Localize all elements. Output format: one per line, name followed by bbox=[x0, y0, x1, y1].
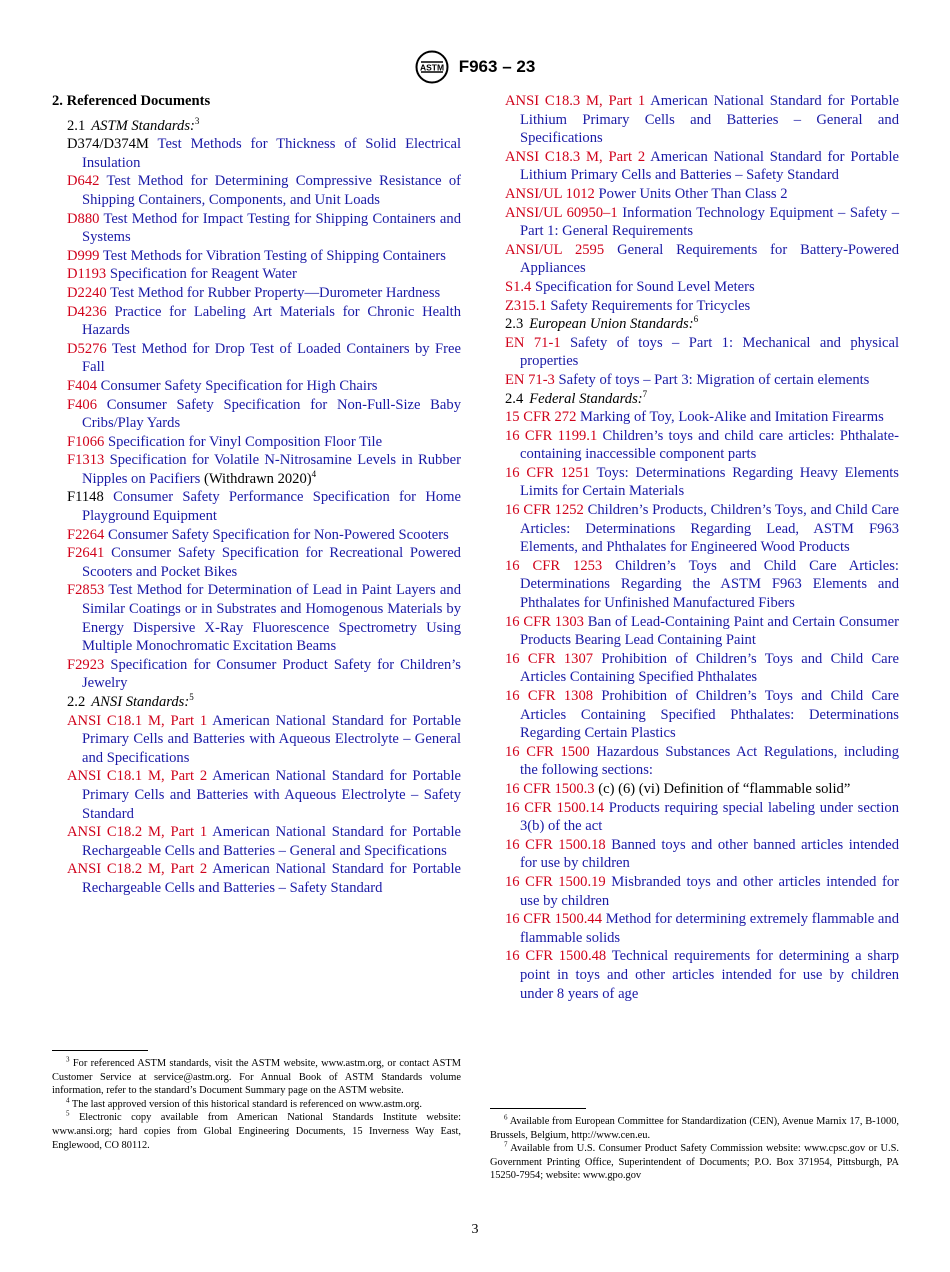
reference-title[interactable]: Marking of Toy, Look-Alike and Imitation Firearms bbox=[580, 409, 884, 426]
subsection-label: ANSI Standards: bbox=[91, 694, 190, 710]
reference-entry bbox=[505, 799, 899, 836]
reference-entry bbox=[505, 241, 899, 278]
reference-code[interactable]: 16 CFR 1500.48 bbox=[505, 948, 607, 965]
reference-title[interactable]: Test Method for Drop Test of Loaded Containers by Free Fall bbox=[82, 340, 461, 376]
footnote bbox=[490, 1115, 899, 1142]
reference-code[interactable]: D999 bbox=[67, 247, 100, 264]
reference-entry bbox=[67, 581, 461, 655]
reference-entry bbox=[505, 334, 899, 371]
reference-title[interactable]: Information Technology Equipment – Safety – Part 1: General Requirements bbox=[520, 204, 900, 240]
subsection-number: 2.2 bbox=[67, 694, 86, 710]
footnote-ref: 7 bbox=[642, 388, 648, 399]
reference-code[interactable]: 16 CFR 1500.19 bbox=[505, 873, 606, 890]
reference-code[interactable]: ANSI/UL 60950–1 bbox=[505, 204, 618, 221]
reference-title[interactable]: American National Standard for Portable Lithium Primary Cells and Batteries – General and Specifications bbox=[520, 93, 900, 147]
reference-entry bbox=[505, 92, 899, 148]
reference-code[interactable]: 16 CFR 1199.1 bbox=[505, 427, 598, 444]
standard-designation: F963 – 23 bbox=[458, 57, 536, 76]
reference-code[interactable]: 16 CFR 1252 bbox=[505, 502, 584, 519]
reference-code[interactable]: S1.4 bbox=[505, 278, 532, 295]
reference-title[interactable]: Consumer Safety Specification for Non-Full-Size Baby Cribs/Play Yards bbox=[82, 396, 461, 432]
reference-entry bbox=[67, 377, 461, 396]
footnote bbox=[490, 1142, 899, 1183]
footnote-ref: 5 bbox=[189, 692, 194, 703]
reference-entry bbox=[505, 371, 899, 390]
reference-title[interactable]: Banned toys and other banned articles intended for use by children bbox=[520, 836, 899, 872]
reference-title[interactable]: Test Method for Rubber Property—Durometer Hardness bbox=[110, 284, 441, 301]
reference-entry bbox=[505, 873, 899, 910]
reference-entry bbox=[505, 501, 899, 557]
reference-entry bbox=[67, 712, 461, 768]
reference-note: (Withdrawn 2020) bbox=[200, 470, 312, 487]
reference-entry bbox=[67, 526, 461, 545]
reference-title[interactable]: Specification for Reagent Water bbox=[109, 266, 297, 283]
reference-code[interactable]: F404 bbox=[67, 377, 98, 394]
footnotes-left bbox=[52, 1050, 461, 1152]
reference-code[interactable]: D4236 bbox=[67, 303, 107, 320]
reference-code[interactable]: F2853 bbox=[67, 582, 105, 599]
reference-entry bbox=[67, 656, 461, 693]
reference-entry bbox=[67, 172, 461, 209]
subsection-label: European Union Standards: bbox=[529, 316, 694, 333]
footnote-number: 3 bbox=[66, 1055, 70, 1064]
footnote-text: For referenced ASTM standards, visit the ASTM website, www.astm.org, or contact ASTM Customer Service at service@astm.org. For Annual Book of ASTM Standards volume information, refer to the standard’s Document Summary page on the ASTM website. bbox=[52, 1058, 461, 1097]
footnote bbox=[52, 1057, 461, 1098]
reference-title[interactable]: Test Methods for Thickness of Solid Electrical Insulation bbox=[82, 136, 461, 171]
left-column bbox=[52, 92, 462, 898]
reference-title[interactable]: Method for determining extremely flammable and flammable solids bbox=[520, 911, 899, 946]
reference-code[interactable]: 16 CFR 1307 bbox=[505, 650, 594, 667]
footnote-number: 7 bbox=[504, 1140, 508, 1149]
reference-entry bbox=[505, 650, 899, 687]
reference-note: (c) (6) (vi) Definition of “flammable solid” bbox=[594, 780, 851, 797]
reference-entry bbox=[505, 297, 899, 316]
reference-code[interactable]: D374/D374M bbox=[67, 136, 149, 153]
reference-entry bbox=[505, 464, 899, 501]
footnote-text: The last approved version of this historical standard is referenced on www.astm.org. bbox=[71, 1098, 422, 1110]
reference-code[interactable]: 16 CFR 1500.3 bbox=[505, 780, 595, 797]
reference-entry bbox=[67, 823, 461, 860]
reference-entry bbox=[505, 148, 899, 185]
subsection-number: 2.1 bbox=[67, 117, 86, 134]
reference-title[interactable]: Specification for Sound Level Meters bbox=[535, 278, 755, 295]
reference-code[interactable]: Z315.1 bbox=[505, 297, 547, 314]
reference-entry bbox=[67, 544, 461, 581]
reference-entry bbox=[67, 488, 461, 525]
reference-title[interactable]: Specification for Consumer Product Safety for Children’s Jewelry bbox=[82, 656, 461, 692]
reference-title[interactable]: Consumer Safety Specification for High Chairs bbox=[100, 377, 378, 394]
reference-title[interactable]: Children’s Toys and Child Care Articles: Determinations Regarding the ASTM F963 Elements and Phthalates for Unfinished Manufactured Fibers bbox=[520, 557, 899, 612]
reference-title[interactable]: American National Standard for Portable Primary Cells and Batteries with Aqueous Electrolyte – Safety Standard bbox=[82, 768, 462, 822]
reference-title[interactable]: American National Standard for Portable Primary Cells and Batteries with Aqueous Electrolyte – General and Specifications bbox=[82, 712, 462, 766]
section-title: 2. Referenced Documents bbox=[52, 93, 211, 109]
reference-entry bbox=[505, 687, 899, 743]
reference-code[interactable]: ANSI C18.1 M, Part 2 bbox=[67, 768, 208, 785]
subsection-heading bbox=[67, 117, 461, 136]
right-column bbox=[505, 92, 899, 1003]
reference-code[interactable]: D1193 bbox=[67, 266, 107, 283]
reference-title[interactable]: Consumer Safety Specification for Recreational Powered Scooters and Pocket Bikes bbox=[82, 545, 461, 580]
reference-entry bbox=[505, 613, 899, 650]
reference-entry bbox=[505, 427, 899, 464]
footnote-rule bbox=[490, 1108, 586, 1109]
footnote-number: 4 bbox=[66, 1096, 70, 1105]
reference-code[interactable]: D880 bbox=[67, 210, 100, 227]
footnote bbox=[52, 1111, 461, 1152]
reference-code[interactable]: F2923 bbox=[67, 656, 105, 673]
reference-code[interactable]: 16 CFR 1308 bbox=[505, 688, 594, 704]
reference-code[interactable]: 16 CFR 1500 bbox=[505, 743, 590, 760]
subsection-number: 2.3 bbox=[505, 316, 524, 333]
reference-title[interactable]: Power Units Other Than Class 2 bbox=[598, 185, 788, 202]
reference-title[interactable]: Safety of toys – Part 1: Mechanical and physical properties bbox=[520, 334, 900, 370]
reference-code[interactable]: EN 71-3 bbox=[505, 371, 555, 388]
reference-title[interactable]: Test Method for Determination of Lead in Paint Layers and Similar Coatings or in Substrates and Homogenous Materials by Energy Dispersive X-Ray Fluorescence Spectrometry Using Multiple Monochromatic Excitation Beams bbox=[82, 582, 461, 655]
page-header bbox=[0, 50, 950, 84]
reference-entry bbox=[67, 247, 461, 266]
reference-entry bbox=[67, 767, 461, 823]
reference-entry bbox=[505, 836, 899, 873]
reference-entry bbox=[505, 947, 899, 1003]
reference-title[interactable]: Ban of Lead-Containing Paint and Certain Consumer Products Bearing Lead Containing Paint bbox=[520, 613, 899, 649]
footnotes-right bbox=[490, 1108, 899, 1183]
reference-title[interactable]: American National Standard for Portable Rechargeable Cells and Batteries – General and Specifications bbox=[82, 824, 462, 859]
reference-entry bbox=[67, 396, 461, 433]
reference-code[interactable]: F406 bbox=[67, 396, 98, 413]
subsection-number: 2.4 bbox=[505, 390, 524, 407]
reference-code[interactable]: ANSI/UL 1012 bbox=[505, 185, 595, 202]
reference-code[interactable]: F1313 bbox=[67, 452, 105, 469]
reference-entry bbox=[67, 451, 461, 488]
reference-title[interactable]: Test Method for Determining Compressive Resistance of Shipping Containers, Components, and Unit Loads bbox=[82, 173, 461, 208]
reference-code[interactable]: 16 CFR 1303 bbox=[505, 613, 584, 630]
subsection-heading bbox=[505, 315, 899, 334]
reference-title[interactable]: Test Method for Impact Testing for Shipping Containers and Systems bbox=[82, 210, 461, 246]
reference-entry bbox=[67, 303, 461, 340]
subsection-heading bbox=[67, 693, 461, 712]
reference-code[interactable]: ANSI/UL 2595 bbox=[505, 241, 605, 258]
footnote-ref: 6 bbox=[693, 314, 699, 325]
reference-entry bbox=[67, 433, 461, 452]
reference-title[interactable]: Prohibition of Children’s Toys and Child Care Articles Containing Specified Phthalates bbox=[520, 650, 899, 686]
reference-title[interactable]: American National Standard for Portable Lithium Primary Cells and Batteries – Safety Standard bbox=[520, 148, 900, 184]
reference-title[interactable]: General Requirements for Battery-Powered Appliances bbox=[520, 241, 899, 277]
footnote-rule bbox=[52, 1050, 148, 1051]
reference-entry bbox=[505, 780, 899, 799]
reference-title[interactable]: American National Standard for Portable Rechargeable Cells and Batteries – Safety Standard bbox=[82, 861, 462, 896]
reference-entry bbox=[505, 910, 899, 947]
reference-code[interactable]: 16 CFR 1500.44 bbox=[505, 911, 603, 928]
footnote-text: Electronic copy available from American National Standards Institute website: www.ansi.org; hard copies from Global Engineering Documents, 15 Inverness Way East, Englewood, CO 80112. bbox=[52, 1112, 461, 1151]
reference-code[interactable]: ANSI C18.3 M, Part 1 bbox=[505, 93, 646, 109]
reference-title[interactable]: Products requiring special labeling under section 3(b) of the act bbox=[520, 799, 900, 835]
reference-entry bbox=[505, 557, 899, 613]
footnote-ref: 4 bbox=[311, 469, 317, 480]
reference-code[interactable]: D642 bbox=[67, 173, 100, 190]
reference-title[interactable]: Toys: Determinations Regarding Heavy Elements Limits for Certain Materials bbox=[520, 464, 899, 500]
reference-code[interactable]: 16 CFR 1500.18 bbox=[505, 836, 606, 853]
reference-title[interactable]: Consumer Safety Performance Specification for Home Playground Equipment bbox=[82, 489, 461, 525]
subsection-label: Federal Standards: bbox=[529, 390, 643, 407]
astm-logo-icon bbox=[415, 50, 449, 84]
reference-entry bbox=[67, 860, 461, 897]
reference-title[interactable]: Hazardous Substances Act Regulations, including the following sections: bbox=[520, 743, 900, 779]
footnote-text: Available from U.S. Consumer Product Safety Commission website: www.cpsc.gov or U.S. Government Printing Office, Superintendent of Documents; P.O. Box 371954, Pittsburgh, PA 15250-7954; website: www.gpo.gov bbox=[490, 1143, 899, 1182]
reference-title[interactable]: Children’s toys and child care articles: Phthalate-containing inaccessible component parts bbox=[520, 427, 899, 463]
reference-code[interactable]: 16 CFR 1500.14 bbox=[505, 799, 605, 816]
reference-entry bbox=[505, 185, 899, 204]
reference-code[interactable]: ANSI C18.3 M, Part 2 bbox=[505, 148, 646, 165]
reference-entry bbox=[505, 743, 899, 780]
reference-title[interactable]: Practice for Labeling Art Materials for Chronic Health Hazards bbox=[82, 303, 461, 339]
reference-entry bbox=[67, 340, 461, 377]
reference-title[interactable]: Misbranded toys and other articles intended for use by children bbox=[520, 873, 900, 909]
subsection-label: ASTM Standards: bbox=[91, 117, 195, 134]
reference-title[interactable]: Children’s Products, Children’s Toys, and Child Care Articles: Determinations Regarding Lead, ASTM F963 Elements, and Phthalates for Engineered Wood Products bbox=[520, 502, 899, 556]
reference-title[interactable]: Safety of toys – Part 3: Migration of certain elements bbox=[558, 371, 870, 388]
reference-code[interactable]: D2240 bbox=[67, 284, 107, 301]
reference-code[interactable]: ANSI C18.1 M, Part 1 bbox=[67, 712, 208, 729]
reference-entry bbox=[505, 278, 899, 297]
reference-code[interactable]: 16 CFR 1251 bbox=[505, 464, 590, 481]
page-number: 3 bbox=[471, 1222, 479, 1237]
reference-entry bbox=[67, 210, 461, 247]
footnote-number: 6 bbox=[504, 1113, 508, 1122]
logo-lettering: ASTM bbox=[419, 62, 444, 73]
footnote bbox=[52, 1098, 461, 1112]
reference-code[interactable]: F1148 bbox=[67, 489, 104, 506]
reference-code[interactable]: F2264 bbox=[67, 526, 105, 543]
reference-title[interactable]: Consumer Safety Specification for Non-Powered Scooters bbox=[107, 526, 449, 543]
reference-code[interactable]: F1066 bbox=[67, 433, 105, 450]
footnote-number: 5 bbox=[66, 1109, 70, 1118]
reference-title[interactable]: Test Methods for Vibration Testing of Shipping Containers bbox=[102, 247, 446, 264]
reference-entry bbox=[505, 204, 899, 241]
reference-code[interactable]: D5276 bbox=[67, 340, 107, 357]
reference-entry bbox=[67, 284, 461, 303]
reference-code[interactable]: EN 71-1 bbox=[505, 334, 561, 351]
reference-code[interactable]: ANSI C18.2 M, Part 1 bbox=[67, 824, 208, 841]
reference-entry bbox=[67, 135, 461, 172]
reference-code[interactable]: ANSI C18.2 M, Part 2 bbox=[67, 861, 208, 878]
reference-title[interactable]: Specification for Vinyl Composition Floor Tile bbox=[107, 433, 383, 450]
reference-entry bbox=[505, 408, 899, 427]
reference-entry bbox=[67, 265, 461, 284]
reference-code[interactable]: 15 CFR 272 bbox=[505, 409, 577, 426]
reference-title[interactable]: Safety Requirements for Tricycles bbox=[550, 297, 751, 314]
reference-title[interactable]: Specification for Volatile N-Nitrosamine Levels in Rubber Nipples on Pacifiers bbox=[82, 452, 461, 487]
reference-title[interactable]: Prohibition of Children’s Toys and Child Care Articles Containing Specified Phthalates: Determinations Regarding Certain Plastics bbox=[520, 688, 899, 742]
footnote-ref: 3 bbox=[194, 115, 200, 126]
footnote-text: Available from European Committee for Standardization (CEN), Avenue Marnix 17, B-1000, Brussels, Belgium, http://www.cen.eu. bbox=[490, 1116, 899, 1141]
reference-code[interactable]: F2641 bbox=[67, 545, 105, 562]
reference-title[interactable]: Technical requirements for determining a sharp point in toys and other articles intended for use by children under 8 years of age bbox=[520, 948, 900, 1002]
subsection-heading bbox=[505, 390, 899, 409]
reference-code[interactable]: 16 CFR 1253 bbox=[505, 557, 603, 574]
